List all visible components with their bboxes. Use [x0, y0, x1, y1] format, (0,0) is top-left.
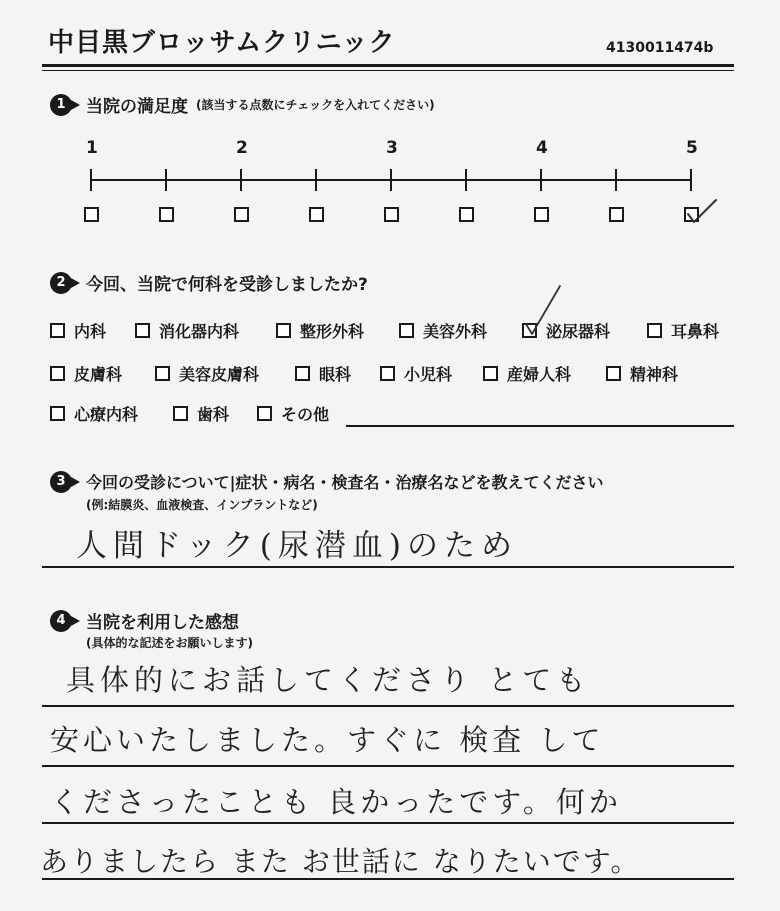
checkbox[interactable]: [380, 366, 395, 381]
q4-heading: [50, 608, 239, 633]
option-pediatrics[interactable]: [380, 362, 452, 385]
scale-label-1: 1: [86, 138, 98, 158]
check-mark-icon: [520, 282, 564, 338]
option-dentistry[interactable]: [173, 402, 229, 425]
q4-answer-line-3: くださったことも 良かったです。何か: [50, 785, 622, 819]
checkbox[interactable]: [173, 406, 188, 421]
scale-checkbox-3-5[interactable]: [459, 207, 474, 222]
option-label: 内科: [74, 322, 107, 341]
checkbox[interactable]: [483, 366, 498, 381]
checkbox[interactable]: [50, 323, 65, 338]
checkbox[interactable]: [295, 366, 310, 381]
checkbox[interactable]: [155, 366, 170, 381]
scale-tick: [615, 169, 617, 191]
q1-number-badge: 1: [50, 94, 72, 116]
q1-heading: [50, 92, 435, 117]
option-psychiatry[interactable]: [606, 362, 678, 385]
checkbox[interactable]: [647, 323, 662, 338]
checkbox[interactable]: [276, 323, 291, 338]
scale-tick: [540, 169, 542, 191]
option-label: 美容皮膚科: [179, 365, 260, 384]
option-label: 小児科: [404, 365, 453, 384]
option-label: 美容外科: [423, 322, 488, 341]
q2-number-badge: 2: [50, 272, 72, 294]
checkbox[interactable]: [606, 366, 621, 381]
q3-heading: [50, 470, 604, 493]
q3-answer-line[interactable]: [42, 566, 734, 568]
q1-note: (該当する点数にチェックを入れてください): [196, 98, 435, 112]
q3-number-badge: 3: [50, 471, 72, 493]
option-label: 精神科: [630, 365, 679, 384]
option-psychosomatic[interactable]: [50, 402, 138, 425]
scale-tick: [315, 169, 317, 191]
scale-checkbox-4[interactable]: [534, 207, 549, 222]
option-label: 消化器内科: [159, 322, 240, 341]
q3-title: 今回の受診について|症状・病名・検査名・治療名などを教えてください: [86, 473, 604, 492]
option-label: 歯科: [197, 405, 230, 424]
q4-note: (具体的な記述をお願いします): [86, 636, 253, 650]
option-label: 泌尿器科: [546, 322, 611, 341]
option-internal-medicine[interactable]: [50, 319, 106, 342]
option-obgyn[interactable]: [483, 362, 571, 385]
scale-checkbox-1[interactable]: [84, 207, 99, 222]
q4-writing-line[interactable]: [42, 822, 734, 824]
q4-answer-line-1: 具体的にお話してくださり とても: [66, 663, 591, 697]
scale-tick: [240, 169, 242, 191]
scale-checkbox-3[interactable]: [384, 207, 399, 222]
checkbox[interactable]: [399, 323, 414, 338]
form-id: 4130011474b: [606, 40, 714, 56]
option-label: 皮膚科: [74, 365, 123, 384]
q4-writing-line[interactable]: [42, 878, 734, 880]
option-label: 耳鼻科: [671, 322, 720, 341]
checkbox[interactable]: [50, 366, 65, 381]
option-ophthalmology[interactable]: [295, 362, 351, 385]
scale-tick: [690, 169, 692, 191]
option-label: 心療内科: [74, 405, 139, 424]
q4-title: 当院を利用した感想: [86, 613, 239, 633]
header-divider-thin: [42, 70, 734, 71]
option-cosmetic-surgery[interactable]: [399, 319, 487, 342]
scale-tick: [390, 169, 392, 191]
q4-answer-line-2: 安心いたしました。すぐに 検査 して: [50, 723, 605, 757]
option-label: 整形外科: [300, 322, 365, 341]
option-gastroenterology[interactable]: [135, 319, 239, 342]
option-label: その他: [281, 405, 330, 424]
other-specify-field[interactable]: [346, 425, 734, 427]
scale-label-5: 5: [686, 138, 698, 158]
option-orthopedics[interactable]: [276, 319, 364, 342]
q3-example: (例:結膜炎、血液検査、インプラントなど): [86, 498, 318, 512]
option-cosmetic-dermatology[interactable]: [155, 362, 259, 385]
header-divider: [42, 64, 734, 67]
checkbox[interactable]: [50, 406, 65, 421]
scale-checkbox-4-5[interactable]: [609, 207, 624, 222]
q4-number-badge: 4: [50, 610, 72, 632]
q4-writing-line[interactable]: [42, 765, 734, 767]
scale-checkbox-1-5[interactable]: [159, 207, 174, 222]
option-label: 産婦人科: [507, 365, 572, 384]
scale-tick: [90, 169, 92, 191]
q2-heading: [50, 270, 368, 295]
option-label: 眼科: [319, 365, 352, 384]
scale-checkbox-2-5[interactable]: [309, 207, 324, 222]
q3-handwritten-answer: 人間ドック(尿潜血)のため: [76, 528, 518, 564]
checkbox[interactable]: [257, 406, 272, 421]
q4-writing-line[interactable]: [42, 705, 734, 707]
q1-title: 当院の満足度: [86, 97, 188, 117]
check-mark-icon: [684, 196, 720, 226]
scale-tick: [465, 169, 467, 191]
q2-title: 今回、当院で何科を受診しましたか?: [86, 275, 368, 295]
checkbox[interactable]: [135, 323, 150, 338]
clinic-name: 中目黒ブロッサムクリニック: [48, 28, 396, 58]
option-other[interactable]: [257, 402, 329, 425]
scale-checkbox-2[interactable]: [234, 207, 249, 222]
scale-label-4: 4: [536, 138, 548, 158]
scale-tick: [165, 169, 167, 191]
option-ent[interactable]: [647, 319, 719, 342]
scale-label-3: 3: [386, 138, 398, 158]
option-dermatology[interactable]: [50, 362, 122, 385]
q4-answer-line-4: ありましたら また お世話に なりたいです。: [40, 845, 641, 878]
scale-label-2: 2: [236, 138, 248, 158]
